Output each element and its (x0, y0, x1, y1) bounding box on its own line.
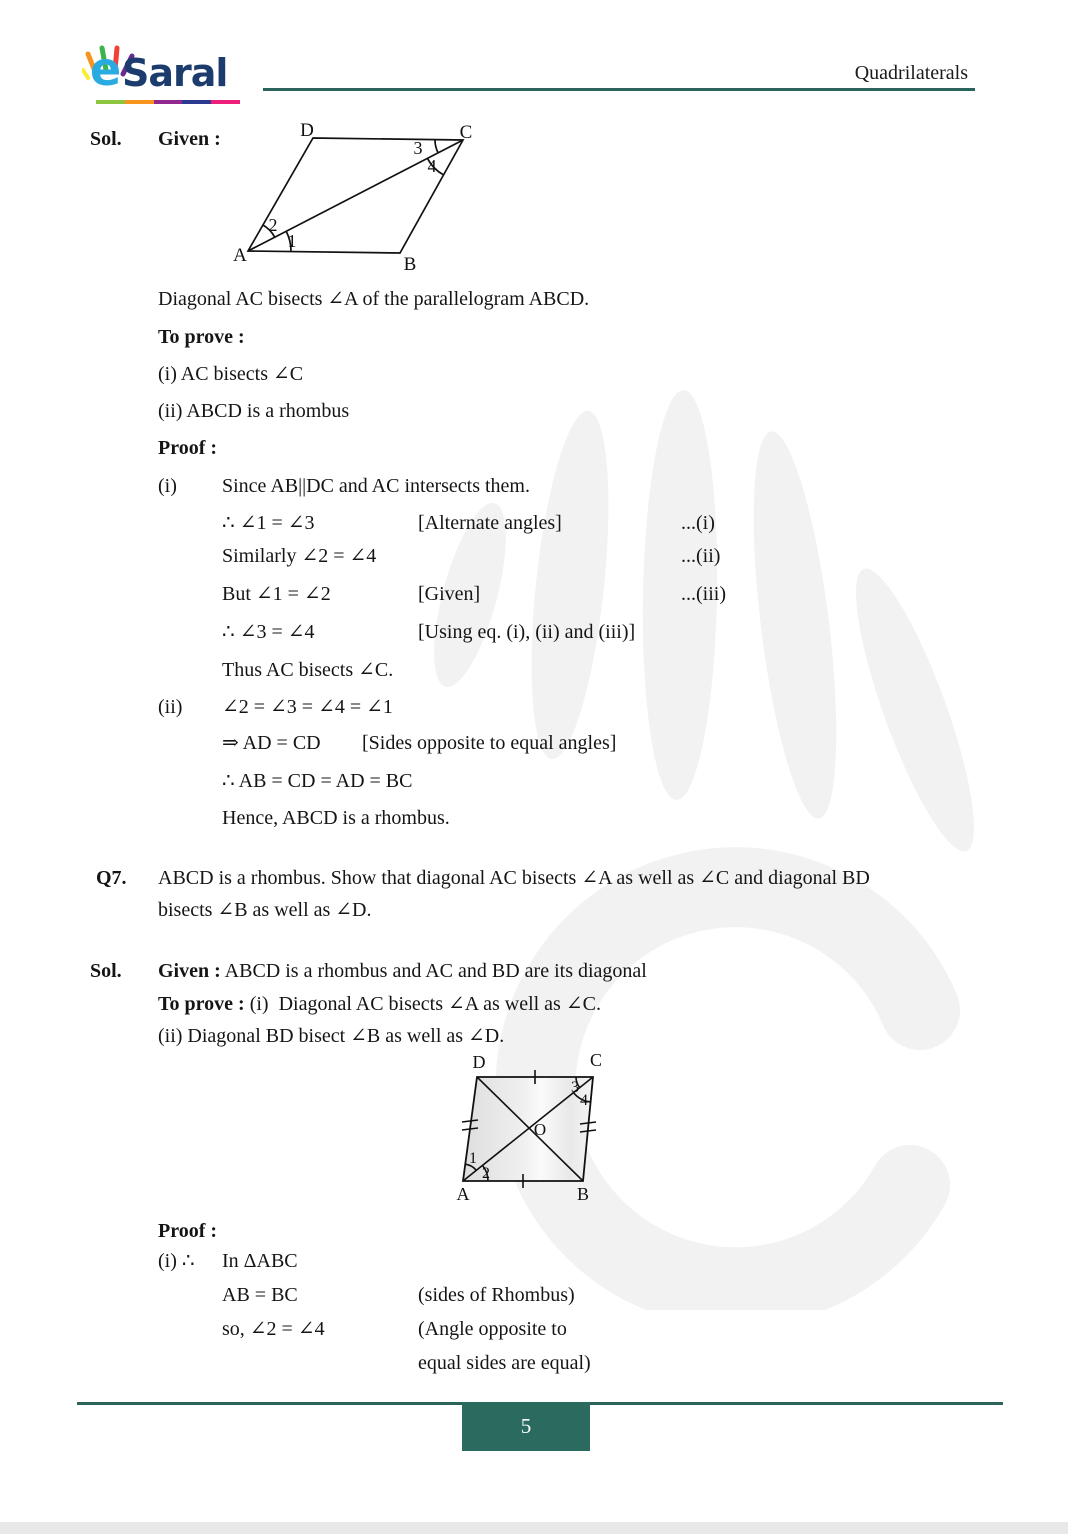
reason-text: (sides of Rhombus) (418, 1284, 575, 1306)
sol2-prove-ii (0, 1023, 1068, 1053)
item-marker: (ii) (158, 696, 183, 718)
question-7 (0, 865, 1068, 895)
question-number: Q7. (96, 867, 127, 889)
prove-i-text: (i) AC bisects ∠C (158, 363, 304, 385)
equation-number: ...(iii) (681, 583, 726, 605)
vertex-label-b: B (403, 254, 417, 275)
statement-text: But ∠1 = ∠2 (222, 583, 331, 605)
reason-text: [Sides opposite to equal angles] (362, 732, 617, 754)
question-text-line2: bisects ∠B as well as ∠D. (158, 899, 372, 921)
statement-text: so, ∠2 = ∠4 (222, 1318, 325, 1340)
vertex-label-a: A (233, 245, 247, 266)
proof-line (0, 473, 1068, 503)
proof-label: Proof : (158, 437, 218, 459)
statement-text: Similarly ∠2 = ∠4 (222, 545, 377, 567)
proof-line (0, 619, 1068, 649)
sol-label: Sol. (90, 128, 122, 150)
center-label-o: O (533, 1120, 547, 1139)
reason-text: (Angle opposite to (418, 1318, 567, 1340)
given-statement (0, 286, 1068, 316)
angle-label-2: 2 (268, 215, 278, 235)
statement-text: ∠2 = ∠3 = ∠4 = ∠1 (222, 696, 393, 718)
statement-text: In ΔABC (222, 1250, 298, 1272)
statement-text: Since AB||DC and AC intersects them. (222, 475, 530, 497)
header-divider (263, 88, 975, 91)
reason-text-cont: equal sides are equal) (418, 1352, 591, 1374)
vertex-label-d: D (472, 1052, 486, 1072)
statement-text: ∴ ∠1 = ∠3 (222, 512, 315, 534)
page-number: 5 (520, 1414, 532, 1438)
proof-line (0, 730, 1068, 760)
reason-text: [Given] (418, 583, 481, 605)
equation-number: ...(ii) (681, 545, 721, 567)
vertex-label-c: C (459, 122, 473, 143)
to-prove-label: To prove : (158, 326, 245, 348)
angle-label-4: 4 (580, 1092, 588, 1109)
proof-line (0, 581, 1068, 611)
vertex-label-b: B (576, 1184, 590, 1204)
question-text-line1: ABCD is a rhombus. Show that diagonal AC bisects ∠A as well as ∠C and diagonal BD (158, 867, 870, 889)
given-label: Given : (158, 128, 221, 150)
angle-label-2: 2 (482, 1165, 490, 1182)
brand-name: Saral (122, 51, 228, 95)
proof-line (0, 768, 1068, 798)
to-prove-text: (i) Diagonal AC bisects ∠A as well as ∠C. (244, 993, 601, 1015)
given-text: Diagonal AC bisects ∠A of the parallelogram ABCD. (158, 288, 590, 310)
angle-label-1: 1 (469, 1150, 477, 1167)
vertex-label-a: A (456, 1184, 470, 1204)
to-prove-heading (0, 324, 1068, 354)
prove-item-ii (0, 398, 1068, 428)
rhombus-diagram (448, 1050, 618, 1215)
statement-text: AB = BC (222, 1284, 298, 1306)
proof-line (0, 543, 1068, 573)
proof-line (0, 657, 1068, 687)
page-bottom-edge (0, 1522, 1068, 1534)
proof-line (0, 510, 1068, 540)
proof-line (0, 1316, 1068, 1346)
reason-text: [Using eq. (i), (ii) and (iii)] (418, 621, 636, 643)
parallelogram-diagram (225, 116, 485, 276)
proof-line (0, 694, 1068, 724)
proof-line (0, 1248, 1068, 1278)
proof-line (0, 805, 1068, 835)
statement-text: Thus AC bisects ∠C. (222, 659, 394, 681)
proof-line (0, 1282, 1068, 1312)
statement-text: ∴ AB = CD = AD = BC (222, 770, 413, 792)
prove-item-i (0, 361, 1068, 391)
given-label: Given : (158, 960, 221, 982)
equation-number: ...(i) (681, 512, 715, 534)
statement-text: ⇒ AD = CD (222, 732, 321, 754)
statement-text: ∴ ∠3 = ∠4 (222, 621, 315, 643)
item-marker: (i) (158, 475, 177, 497)
page-number-badge (462, 1402, 590, 1451)
angle-label-4: 4 (427, 156, 437, 176)
vertex-label-c: C (589, 1050, 603, 1070)
chapter-title: Quadrilaterals (854, 62, 968, 84)
esaral-logo (82, 44, 262, 106)
question-7-cont (0, 897, 1068, 927)
sol2-heading (0, 958, 1068, 988)
angle-label-3: 3 (413, 138, 423, 158)
brand-letter-e: e (90, 42, 122, 96)
brand-underline (96, 100, 240, 104)
proof-label: Proof : (158, 1220, 218, 1242)
sol-label: Sol. (90, 960, 122, 982)
proof2-heading (0, 1218, 1068, 1248)
proof-line (0, 1350, 1068, 1380)
item-marker: (i) ∴ (158, 1250, 195, 1272)
vertex-label-d: D (300, 120, 314, 141)
proof-heading (0, 435, 1068, 465)
sol1-heading (0, 126, 1068, 156)
to-prove-label: To prove : (158, 993, 245, 1015)
angle-label-1: 1 (287, 231, 297, 251)
statement-text: Hence, ABCD is a rhombus. (222, 807, 450, 829)
angle-label-3: 3 (571, 1079, 579, 1096)
sol2-to-prove (0, 991, 1068, 1021)
reason-text: [Alternate angles] (418, 512, 562, 534)
prove-ii-text: (ii) Diagonal BD bisect ∠B as well as ∠D. (158, 1025, 505, 1047)
prove-ii-text: (ii) ABCD is a rhombus (158, 400, 350, 422)
given-text: ABCD is a rhombus and AC and BD are its diagonal (220, 960, 647, 982)
